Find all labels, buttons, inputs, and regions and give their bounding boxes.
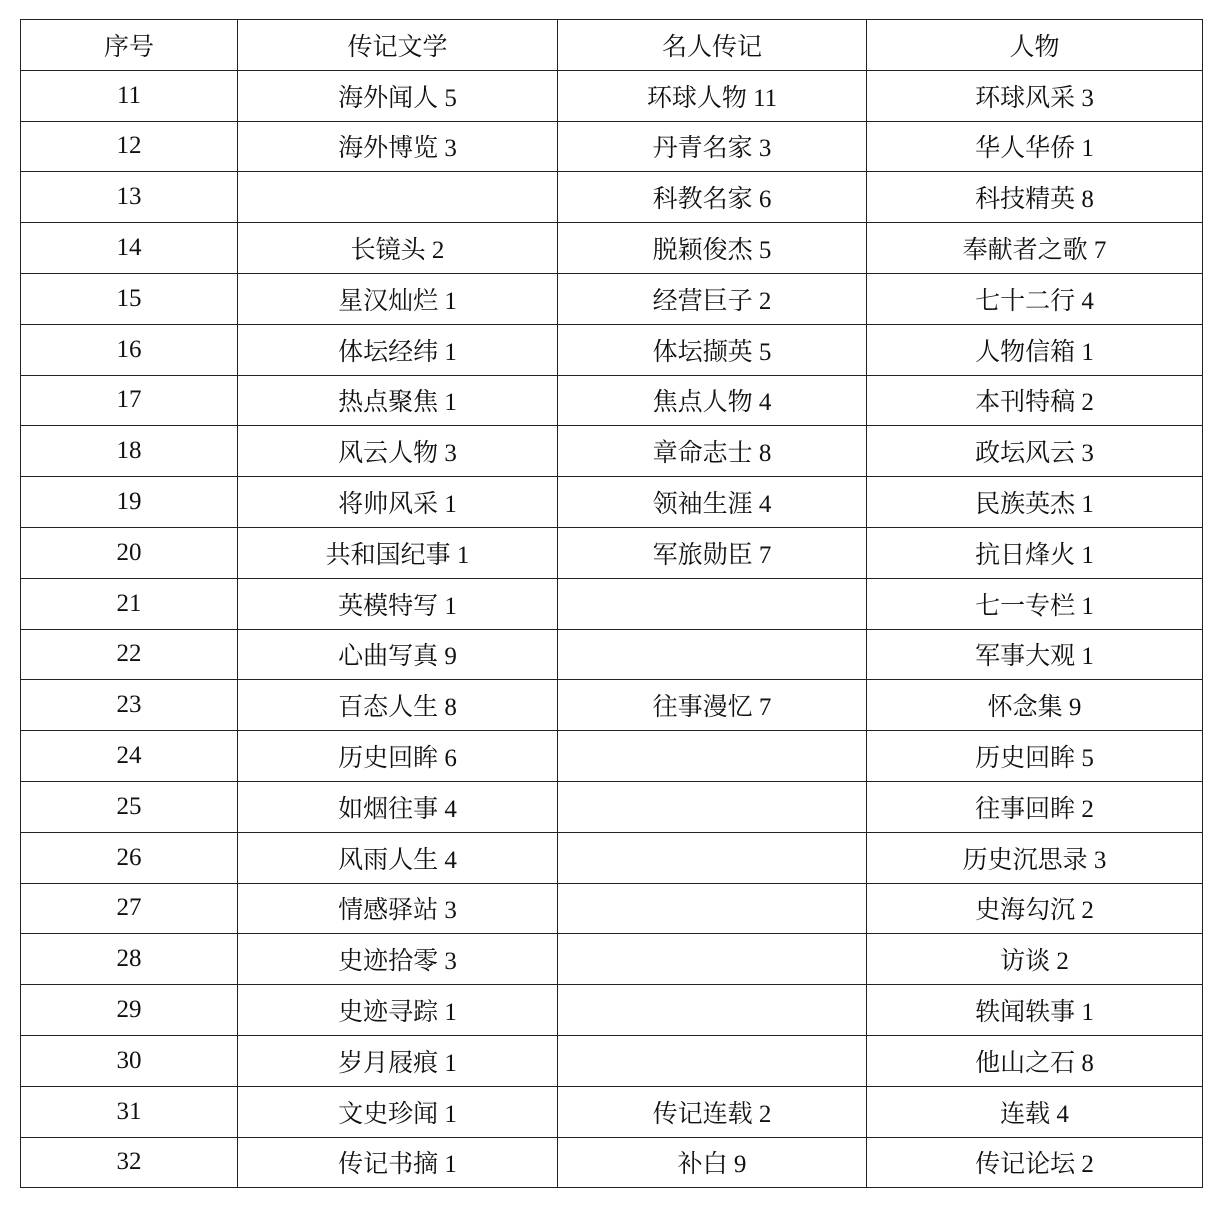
people-cell: 人物信箱 1 <box>867 324 1203 375</box>
table-row <box>21 172 1203 223</box>
biographical-literature-cell: 将帅风采 1 <box>238 477 558 528</box>
people-cell: 政坛风云 3 <box>867 426 1203 477</box>
people-cell: 华人华侨 1 <box>867 121 1203 172</box>
people-cell: 民族英杰 1 <box>867 477 1203 528</box>
table-header <box>21 20 1203 71</box>
people-cell: 本刊特稿 2 <box>867 375 1203 426</box>
serial-cell: 20 <box>21 527 238 578</box>
table-row <box>21 273 1203 324</box>
table-row <box>21 1035 1203 1086</box>
table-row <box>21 223 1203 274</box>
people-cell: 怀念集 9 <box>867 680 1203 731</box>
people-cell: 往事回眸 2 <box>867 781 1203 832</box>
celebrity-biography-cell: 焦点人物 4 <box>558 375 867 426</box>
table-row <box>21 629 1203 680</box>
serial-cell: 31 <box>21 1086 238 1137</box>
table-row <box>21 832 1203 883</box>
column-table <box>20 19 1203 1188</box>
serial-cell: 30 <box>21 1035 238 1086</box>
celebrity-biography-cell <box>558 985 867 1036</box>
celebrity-biography-cell: 补白 9 <box>558 1137 867 1188</box>
people-cell: 史海勾沉 2 <box>867 883 1203 934</box>
serial-cell: 14 <box>21 223 238 274</box>
people-cell: 科技精英 8 <box>867 172 1203 223</box>
celebrity-biography-cell: 往事漫忆 7 <box>558 680 867 731</box>
serial-cell: 11 <box>21 70 238 121</box>
celebrity-biography-cell: 传记连载 2 <box>558 1086 867 1137</box>
serial-cell: 26 <box>21 832 238 883</box>
celebrity-biography-cell <box>558 1035 867 1086</box>
serial-cell: 24 <box>21 731 238 782</box>
celebrity-biography-cell <box>558 832 867 883</box>
serial-cell: 25 <box>21 781 238 832</box>
table-row <box>21 1137 1203 1188</box>
table-row <box>21 527 1203 578</box>
celebrity-biography-cell <box>558 629 867 680</box>
biographical-literature-cell: 风云人物 3 <box>238 426 558 477</box>
people-cell: 访谈 2 <box>867 934 1203 985</box>
biographical-literature-cell: 长镜头 2 <box>238 223 558 274</box>
table-row <box>21 375 1203 426</box>
people-cell: 传记论坛 2 <box>867 1137 1203 1188</box>
table-row <box>21 578 1203 629</box>
celebrity-biography-cell: 经营巨子 2 <box>558 273 867 324</box>
table-row <box>21 1086 1203 1137</box>
biographical-literature-cell: 海外闻人 5 <box>238 70 558 121</box>
biographical-literature-cell: 英模特写 1 <box>238 578 558 629</box>
table-row <box>21 121 1203 172</box>
biographical-literature-cell <box>238 172 558 223</box>
serial-cell: 22 <box>21 629 238 680</box>
celebrity-biography-cell <box>558 731 867 782</box>
table-row <box>21 477 1203 528</box>
people-cell: 环球风采 3 <box>867 70 1203 121</box>
biographical-literature-cell: 共和国纪事 1 <box>238 527 558 578</box>
celebrity-biography-cell <box>558 934 867 985</box>
celebrity-biography-cell <box>558 578 867 629</box>
celebrity-biography-cell: 丹青名家 3 <box>558 121 867 172</box>
table-row <box>21 70 1203 121</box>
header-celebrity-biography: 名人传记 <box>558 20 867 71</box>
people-cell: 奉献者之歌 7 <box>867 223 1203 274</box>
table-row <box>21 781 1203 832</box>
people-cell: 连载 4 <box>867 1086 1203 1137</box>
table-row <box>21 680 1203 731</box>
table-body <box>21 70 1203 1188</box>
people-cell: 七一专栏 1 <box>867 578 1203 629</box>
people-cell: 七十二行 4 <box>867 273 1203 324</box>
celebrity-biography-cell: 脱颖俊杰 5 <box>558 223 867 274</box>
celebrity-biography-cell <box>558 883 867 934</box>
serial-cell: 15 <box>21 273 238 324</box>
serial-cell: 19 <box>21 477 238 528</box>
biographical-literature-cell: 传记书摘 1 <box>238 1137 558 1188</box>
serial-cell: 29 <box>21 985 238 1036</box>
biographical-literature-cell: 海外博览 3 <box>238 121 558 172</box>
celebrity-biography-cell: 军旅勋臣 7 <box>558 527 867 578</box>
biographical-literature-cell: 历史回眸 6 <box>238 731 558 782</box>
table-row <box>21 985 1203 1036</box>
serial-cell: 18 <box>21 426 238 477</box>
celebrity-biography-cell <box>558 781 867 832</box>
biographical-literature-cell: 热点聚焦 1 <box>238 375 558 426</box>
people-cell: 抗日烽火 1 <box>867 527 1203 578</box>
people-cell: 军事大观 1 <box>867 629 1203 680</box>
serial-cell: 27 <box>21 883 238 934</box>
table-row <box>21 426 1203 477</box>
people-cell: 轶闻轶事 1 <box>867 985 1203 1036</box>
table-row <box>21 883 1203 934</box>
biographical-literature-cell: 情感驿站 3 <box>238 883 558 934</box>
celebrity-biography-cell: 科教名家 6 <box>558 172 867 223</box>
celebrity-biography-cell: 体坛撷英 5 <box>558 324 867 375</box>
biographical-literature-cell: 岁月屐痕 1 <box>238 1035 558 1086</box>
biographical-literature-cell: 百态人生 8 <box>238 680 558 731</box>
header-serial: 序号 <box>21 20 238 71</box>
header-biographical-literature: 传记文学 <box>238 20 558 71</box>
serial-cell: 12 <box>21 121 238 172</box>
biographical-literature-cell: 史迹拾零 3 <box>238 934 558 985</box>
serial-cell: 28 <box>21 934 238 985</box>
biographical-literature-cell: 体坛经纬 1 <box>238 324 558 375</box>
table-row <box>21 731 1203 782</box>
biographical-literature-cell: 文史珍闻 1 <box>238 1086 558 1137</box>
biographical-literature-cell: 如烟往事 4 <box>238 781 558 832</box>
serial-cell: 13 <box>21 172 238 223</box>
biographical-literature-cell: 风雨人生 4 <box>238 832 558 883</box>
serial-cell: 32 <box>21 1137 238 1188</box>
header-row <box>21 20 1203 71</box>
people-cell: 历史回眸 5 <box>867 731 1203 782</box>
biographical-literature-cell: 星汉灿烂 1 <box>238 273 558 324</box>
serial-cell: 21 <box>21 578 238 629</box>
celebrity-biography-cell: 章命志士 8 <box>558 426 867 477</box>
serial-cell: 17 <box>21 375 238 426</box>
biographical-literature-cell: 心曲写真 9 <box>238 629 558 680</box>
people-cell: 他山之石 8 <box>867 1035 1203 1086</box>
people-cell: 历史沉思录 3 <box>867 832 1203 883</box>
header-people: 人物 <box>867 20 1203 71</box>
table-row <box>21 934 1203 985</box>
table-row <box>21 324 1203 375</box>
celebrity-biography-cell: 环球人物 11 <box>558 70 867 121</box>
serial-cell: 23 <box>21 680 238 731</box>
celebrity-biography-cell: 领袖生涯 4 <box>558 477 867 528</box>
serial-cell: 16 <box>21 324 238 375</box>
biographical-literature-cell: 史迹寻踪 1 <box>238 985 558 1036</box>
